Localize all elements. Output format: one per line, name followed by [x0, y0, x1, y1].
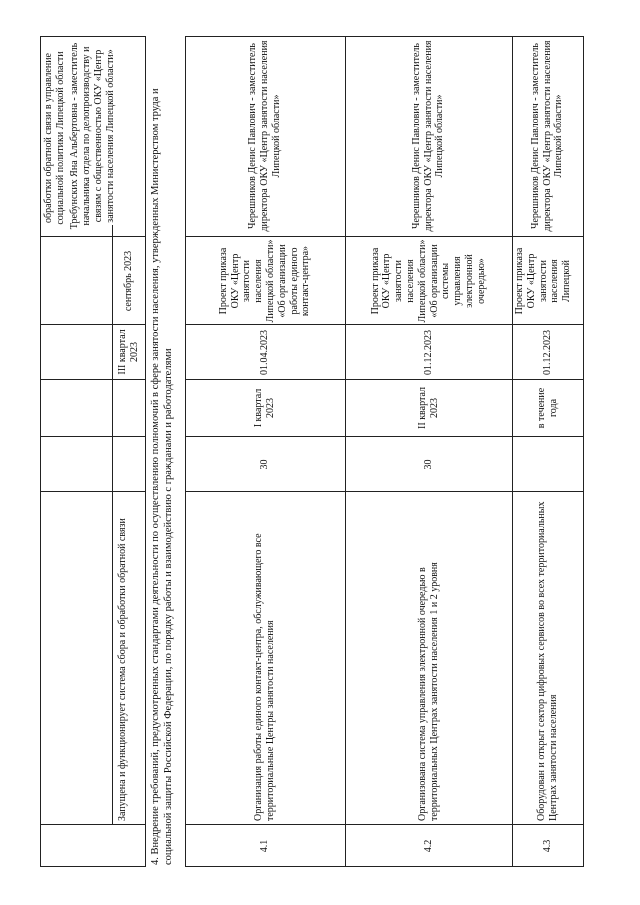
grid-line — [145, 36, 146, 867]
grid-line — [112, 225, 113, 825]
grid-line — [40, 36, 145, 37]
row-4-3-period: в течение года — [535, 387, 559, 429]
grid-line — [583, 36, 584, 867]
grid-line — [40, 236, 145, 237]
grid-line — [40, 324, 145, 325]
row-4-3-task: Оборудован и открыт сектор цифровых сервисов во всех территориальных Центрах занятости населения — [535, 501, 559, 821]
summary-document: обработки обратной связи в управление социальной политики Липецкой области — [43, 51, 66, 225]
row-4-1-period: I квартал 2023 — [253, 388, 276, 428]
summary-date: сентябрь 2023 — [123, 250, 135, 312]
row-4-3-responsible: Черешников Денис Павлович - заместитель директора ОКУ «Центр занятости населения Липецкой области» — [529, 40, 565, 232]
row-4-1-document: Проект приказа ОКУ «Центр занятости населения Липецкой области» «Об организации работы единого контакт-центра» — [217, 239, 312, 323]
row-4-1-percent: 30 — [259, 459, 271, 470]
grid-line — [185, 824, 583, 825]
row-4-3-document: Проект приказа ОКУ «Центр занятости населения Липецкой — [514, 247, 573, 315]
grid-line — [185, 491, 583, 492]
summary-outcome: Запущена и функционирует система сбора и обработки обратной связи — [117, 518, 128, 821]
grid-line — [185, 236, 583, 237]
row-4-2-document: Проект приказа ОКУ «Центр занятости населения Липецкой области» «Об организации системы управления электронной очередью» — [369, 239, 487, 323]
row-4-3-number: 4.3 — [541, 839, 553, 853]
grid-line — [40, 866, 145, 867]
row-4-2-period: II квартал 2023 — [416, 387, 440, 429]
grid-line — [185, 36, 583, 37]
grid-line — [40, 436, 145, 437]
summary-period: III квартал 2023 — [117, 329, 140, 375]
row-4-1-task: Организация работы единого контакт-центра, обслуживающего все территориальные Центры занятости населения — [253, 533, 276, 821]
row-4-1-number: 4.1 — [259, 839, 271, 853]
grid-line — [185, 324, 583, 325]
row-4-2-responsible: Черешников Денис Павлович - заместитель директора ОКУ «Центр занятости населения Липецкой области» — [410, 40, 446, 232]
row-4-3-date: 01.12.2023 — [541, 330, 553, 375]
grid-line — [185, 866, 583, 867]
grid-line — [40, 379, 145, 380]
section-heading: 4. Внедрение требований, предусмотренных стандартами деятельности по осуществлению полномочий в сфере занятости населения, утвержденных Министерством труда и социальной защиты Российской Федерации, по порядку работы и взаимодействию с гражданами и работодателями — [150, 88, 174, 865]
grid-line — [40, 491, 145, 492]
row-4-2-percent: 30 — [422, 459, 434, 470]
row-4-2-task: Организована система управления электронной очередью в территориальных Центрах занятости населения 1 и 2 уровня — [416, 562, 440, 821]
summary-responsible-text: Требунских Яна Альбертовна - заместитель начальника отдела по делопроизводству и связям с общественностью ОКУ «Центр занятости населения Липецкой области» — [69, 42, 116, 230]
grid-line — [185, 436, 583, 437]
row-4-2-number: 4.2 — [422, 839, 434, 853]
row-4-3-percent — [513, 438, 582, 491]
row-4-1-date: 01.04.2023 — [259, 330, 271, 375]
row-4-2-date: 01.12.2023 — [422, 330, 434, 375]
grid-line — [40, 824, 145, 825]
grid-line — [40, 36, 41, 867]
grid-line — [185, 379, 583, 380]
row-4-1-responsible: Черешников Денис Павлович - заместитель директора ОКУ «Центр занятости населения Липецкой области» — [247, 40, 282, 232]
